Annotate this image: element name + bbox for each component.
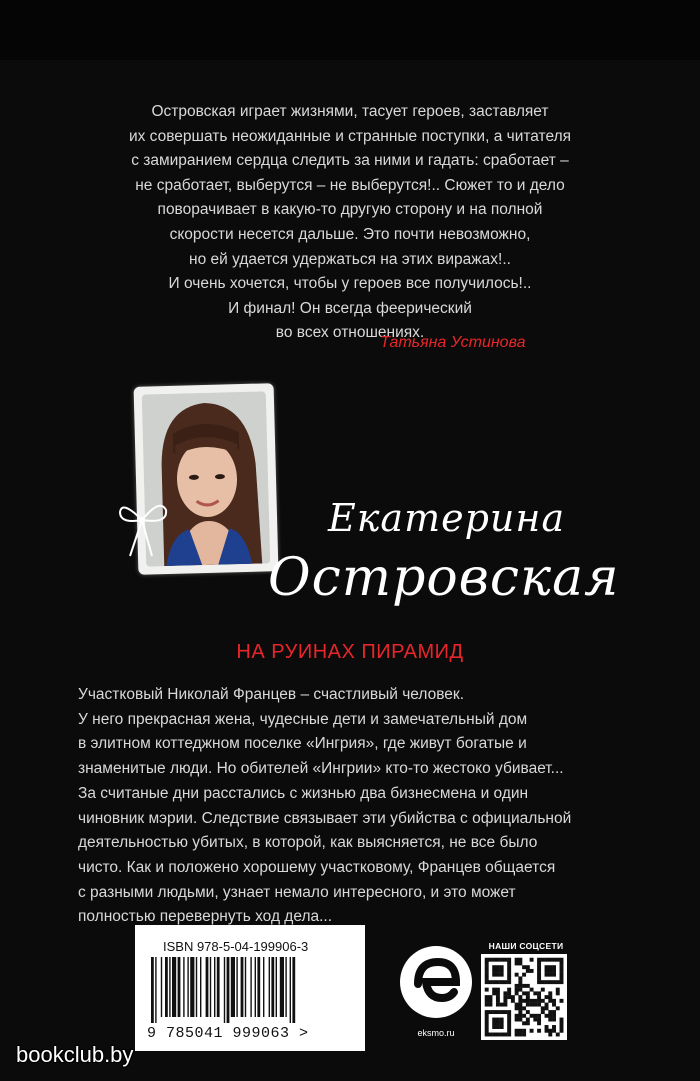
qr-module [488, 1003, 492, 1007]
barcode-bar [280, 957, 284, 1017]
qr-module [548, 973, 552, 977]
qr-module [511, 999, 515, 1003]
eksmo-logo-icon [398, 944, 474, 1020]
qr-module [545, 1029, 549, 1033]
barcode-bar [236, 957, 237, 1017]
qr-module [560, 965, 564, 969]
quote-line: их совершать неожиданные и странные поступки, а читателя [128, 127, 572, 145]
qr-module [537, 976, 541, 980]
barcode-bar [196, 957, 197, 1017]
qr-module [530, 1014, 534, 1018]
qr-module [552, 980, 556, 984]
qr-module [560, 999, 564, 1003]
qr-module [496, 995, 500, 999]
qr-module [503, 991, 507, 995]
qr-module [485, 961, 489, 965]
qr-module [488, 995, 492, 999]
qr-module [507, 1021, 511, 1025]
barcode-bar [250, 957, 251, 1017]
qr-module [515, 1018, 519, 1022]
qr-module [560, 1018, 564, 1022]
qr-module [522, 991, 526, 995]
qr-module [503, 1003, 507, 1007]
qr-module [500, 980, 504, 984]
barcode-bar [214, 957, 215, 1017]
barcode-bar [224, 957, 225, 1023]
qr-module [530, 988, 534, 992]
watermark: bookclub.by [16, 1042, 134, 1067]
qr-module [548, 969, 552, 973]
barcode-bar [241, 957, 244, 1017]
qr-module [560, 976, 564, 980]
qr-module [485, 976, 489, 980]
qr-module [552, 1025, 556, 1029]
qr-module [488, 1010, 492, 1014]
qr-module [518, 1018, 522, 1022]
qr-module [485, 965, 489, 969]
qr-module [485, 1029, 489, 1033]
qr-module [522, 965, 526, 969]
qr-module [518, 999, 522, 1003]
qr-module [522, 999, 526, 1003]
qr-module [556, 988, 560, 992]
qr-module [518, 984, 522, 988]
qr-module [522, 1021, 526, 1025]
qr-module [492, 988, 496, 992]
qr-code [481, 954, 567, 1040]
qr-module [560, 980, 564, 984]
qr-module [507, 980, 511, 984]
qr-module [485, 988, 489, 992]
qr-module [530, 969, 534, 973]
qr-module [537, 973, 541, 977]
qr-module [488, 958, 492, 962]
qr-module [560, 973, 564, 977]
qr-module [548, 958, 552, 962]
qr-module [515, 1003, 519, 1007]
barcode-bar [200, 957, 201, 1017]
qr-module [548, 999, 552, 1003]
barcode-bar [245, 957, 246, 1017]
qr-module [560, 1029, 564, 1033]
qr-module [537, 991, 541, 995]
qr-module [492, 991, 496, 995]
publisher-site: eksmo.ru [417, 1028, 455, 1038]
qr-module [492, 980, 496, 984]
qr-module [500, 1018, 504, 1022]
barcode-bar [151, 957, 154, 1023]
qr-module [507, 991, 511, 995]
qr-module [537, 1029, 541, 1033]
qr-module [526, 991, 530, 995]
qr-module [507, 995, 511, 999]
qr-module [507, 969, 511, 973]
qr-module [515, 1014, 519, 1018]
qr-module [537, 969, 541, 973]
qr-module [492, 1018, 496, 1022]
qr-module [533, 1003, 537, 1007]
annotation-line: в элитном коттеджном поселке «Ингрия», где живут богатые и [78, 735, 527, 753]
qr-module [500, 965, 504, 969]
qr-module [503, 995, 507, 999]
qr-module [548, 965, 552, 969]
quote-line: И очень хочется, чтобы у героев все получилось!.. [168, 275, 532, 293]
qr-module [515, 988, 519, 992]
qr-module [522, 1029, 526, 1033]
qr-module [526, 969, 530, 973]
barcode-bar [183, 957, 184, 1017]
qr-module [560, 969, 564, 973]
annotation-line: чисто. Как и положено хорошему участковому, Францев общается [78, 858, 556, 876]
qr-module [548, 995, 552, 999]
social-label: НАШИ СОЦСЕТИ [488, 941, 564, 951]
qr-module [496, 999, 500, 1003]
qr-module [488, 980, 492, 984]
qr-module [560, 1025, 564, 1029]
qr-module [533, 991, 537, 995]
quote-line: но ей удается удержаться на этих виражах!.. [189, 250, 511, 268]
qr-module [496, 969, 500, 973]
qr-module [552, 958, 556, 962]
qr-module [552, 1018, 556, 1022]
qr-module [507, 976, 511, 980]
qr-module [515, 1033, 519, 1037]
qr-module [537, 980, 541, 984]
qr-module [518, 995, 522, 999]
qr-module [485, 995, 489, 999]
qr-module [500, 1021, 504, 1025]
barcode-bar [227, 957, 230, 1023]
barcode-bar [187, 957, 188, 1017]
qr-module [515, 961, 519, 965]
annotation-line: с разными людьми, узнает немало интересного, и это может [78, 883, 516, 901]
qr-module [526, 984, 530, 988]
qr-module [485, 980, 489, 984]
quote-line: И финал! Он всегда феерический [228, 299, 472, 317]
qr-module [537, 995, 541, 999]
qr-module [496, 1010, 500, 1014]
qr-module [518, 976, 522, 980]
qr-module [560, 961, 564, 965]
qr-module [507, 973, 511, 977]
qr-module [485, 958, 489, 962]
qr-module [485, 1021, 489, 1025]
qr-module [515, 1006, 519, 1010]
quote-block [70, 100, 630, 346]
annotation-line: чиновник мэрии. Следствие связывает эти убийства с официальной [78, 809, 572, 827]
qr-module [556, 1033, 560, 1037]
barcode-bar [161, 957, 162, 1017]
qr-module [537, 999, 541, 1003]
qr-module [526, 1021, 530, 1025]
barcode-bar [271, 957, 274, 1017]
qr-module [507, 1025, 511, 1029]
qr-module [530, 1003, 534, 1007]
qr-module [548, 1029, 552, 1033]
annotation-block [78, 683, 638, 930]
qr-module [518, 1003, 522, 1007]
qr-module [515, 984, 519, 988]
qr-module [548, 1018, 552, 1022]
qr-module [518, 1033, 522, 1037]
qr-module [485, 1025, 489, 1029]
barcode-bar [155, 957, 156, 1023]
qr-module [530, 999, 534, 1003]
book-title: НА РУИНАХ ПИРАМИД [236, 641, 464, 663]
qr-module [518, 961, 522, 965]
qr-module [500, 969, 504, 973]
qr-module [500, 1010, 504, 1014]
qr-module [515, 973, 519, 977]
qr-module [545, 973, 549, 977]
qr-module [492, 1025, 496, 1029]
qr-module [556, 991, 560, 995]
qr-module [518, 958, 522, 962]
qr-module [515, 1029, 519, 1033]
qr-module [507, 958, 511, 962]
qr-module [530, 958, 534, 962]
barcode-bar [276, 957, 277, 1017]
qr-module [507, 1014, 511, 1018]
qr-module [537, 961, 541, 965]
qr-module [500, 1025, 504, 1029]
qr-module [496, 1018, 500, 1022]
qr-module [496, 1033, 500, 1037]
qr-module [507, 988, 511, 992]
qr-module [526, 1010, 530, 1014]
qr-module [541, 980, 545, 984]
qr-module [522, 1033, 526, 1037]
qr-module [507, 965, 511, 969]
annotation-line: знаменитые люди. Но обителей «Ингрии» кто-то жестоко убивает... [78, 760, 564, 778]
qr-module [545, 1003, 549, 1007]
qr-module [522, 973, 526, 977]
qr-module [496, 991, 500, 995]
qr-module [545, 1025, 549, 1029]
quote-line: с замиранием сердца следить за ними и гадать: сработает – [131, 152, 569, 170]
qr-module [518, 1010, 522, 1014]
qr-module [537, 965, 541, 969]
qr-module [500, 973, 504, 977]
qr-module [507, 961, 511, 965]
qr-module [496, 988, 500, 992]
ribbon-bow-icon [112, 490, 172, 560]
barcode-bar [290, 957, 291, 1023]
qr-module [488, 1033, 492, 1037]
qr-module [500, 1033, 504, 1037]
qr-module [485, 1010, 489, 1014]
qr-module [545, 980, 549, 984]
quote-author: Татьяна Устинова [380, 334, 526, 351]
qr-module [500, 958, 504, 962]
barcode-bar [165, 957, 168, 1017]
qr-module [537, 1003, 541, 1007]
quote-line: поворачивает в какую-то другую сторону и на полной [157, 201, 543, 219]
qr-module [507, 1029, 511, 1033]
qr-module [503, 1033, 507, 1037]
qr-module [556, 980, 560, 984]
qr-module [533, 999, 537, 1003]
qr-module [507, 1018, 511, 1022]
qr-module [552, 1003, 556, 1007]
barcode-bars [147, 957, 353, 1023]
qr-module [515, 991, 519, 995]
barcode-bar [178, 957, 181, 1017]
qr-module [556, 958, 560, 962]
qr-module [533, 1014, 537, 1018]
barcode-bar [292, 957, 295, 1023]
qr-module [492, 1010, 496, 1014]
author-first-name: Екатерина [328, 496, 566, 540]
qr-module [492, 965, 496, 969]
annotation-line: Участковый Николай Францев – счастливый человек. [78, 686, 465, 703]
qr-module [545, 995, 549, 999]
qr-module [526, 1003, 530, 1007]
qr-module [541, 999, 545, 1003]
qr-module [518, 988, 522, 992]
barcode-bar [169, 957, 170, 1017]
qr-module [496, 965, 500, 969]
barcode-bar [190, 957, 194, 1017]
qr-module [496, 958, 500, 962]
qr-module [503, 980, 507, 984]
barcode-bar [206, 957, 209, 1017]
barcode-bar [231, 957, 235, 1017]
qr-module [552, 1029, 556, 1033]
barcode-bar [285, 957, 286, 1017]
qr-module [522, 1006, 526, 1010]
barcode-bar [269, 957, 270, 1017]
qr-module [485, 1003, 489, 1007]
qr-module [545, 965, 549, 969]
qr-module [548, 980, 552, 984]
qr-module [488, 999, 492, 1003]
qr-module [496, 1021, 500, 1025]
barcode-bar [255, 957, 256, 1017]
qr-module [507, 1010, 511, 1014]
barcode-bar [172, 957, 176, 1017]
qr-module [545, 1014, 549, 1018]
qr-module [522, 984, 526, 988]
qr-module [518, 1014, 522, 1018]
qr-module [522, 1014, 526, 1018]
qr-module [503, 999, 507, 1003]
qr-module [496, 1025, 500, 1029]
qr-module [541, 988, 545, 992]
qr-module [511, 995, 515, 999]
barcode-bar [217, 957, 220, 1017]
qr-module [492, 973, 496, 977]
qr-module [492, 1033, 496, 1037]
qr-module [560, 958, 564, 962]
qr-module [556, 1006, 560, 1010]
qr-module [485, 1018, 489, 1022]
annotation-line: полностью перевернуть ход дела... [78, 908, 333, 926]
qr-module [485, 1014, 489, 1018]
quote-line: Островская играет жизнями, тасует героев, заставляет [151, 103, 549, 120]
qr-module [503, 1010, 507, 1014]
qr-module [485, 969, 489, 973]
qr-module [541, 958, 545, 962]
qr-module [496, 980, 500, 984]
quote-line: во всех отношениях. [275, 324, 425, 342]
qr-module [552, 969, 556, 973]
qr-module [552, 999, 556, 1003]
qr-module [548, 991, 552, 995]
qr-module [541, 1006, 545, 1010]
quote-line: скорости несется дальше. Это почти невозможно, [169, 225, 531, 243]
qr-module [526, 965, 530, 969]
qr-module [518, 1029, 522, 1033]
qr-module [552, 965, 556, 969]
qr-module [533, 1018, 537, 1022]
qr-module [545, 1006, 549, 1010]
qr-module [541, 1010, 545, 1014]
qr-module [485, 1033, 489, 1037]
annotation-line: У него прекрасная жена, чудесные дети и замечательный дом [78, 710, 528, 728]
qr-module [548, 1014, 552, 1018]
barcode-panel [135, 925, 365, 1051]
qr-module [526, 995, 530, 999]
qr-module [500, 1003, 504, 1007]
qr-module [485, 999, 489, 1003]
qr-module [496, 973, 500, 977]
quote-line: не сработает, выберутся – не выберутся!.. Сюжет то и дело [135, 176, 565, 194]
qr-module [496, 1003, 500, 1007]
qr-module [526, 999, 530, 1003]
qr-module [548, 1033, 552, 1037]
barcode-bar [263, 957, 264, 1017]
qr-module [545, 958, 549, 962]
qr-module [492, 958, 496, 962]
barcode-digits: 9 785041 999063 > [147, 1025, 309, 1042]
qr-module [537, 958, 541, 962]
qr-module [518, 980, 522, 984]
author-last-name: Островская [268, 548, 620, 608]
qr-module [507, 1033, 511, 1037]
qr-module [515, 958, 519, 962]
annotation-line: деятельностью убитых, в которой, как выясняется, не все было [78, 834, 538, 852]
qr-module [537, 1018, 541, 1022]
qr-module [537, 1014, 541, 1018]
qr-module [552, 1010, 556, 1014]
qr-module [560, 1021, 564, 1025]
qr-module [530, 1029, 534, 1033]
qr-module [485, 973, 489, 977]
barcode-bar [210, 957, 211, 1017]
qr-module [492, 969, 496, 973]
barcode-bar [257, 957, 260, 1017]
qr-module [548, 1010, 552, 1014]
qr-module [552, 1014, 556, 1018]
annotation-line: За считаные дни расстались с жизнью два бизнесмена и один [78, 784, 529, 802]
qr-module [526, 1018, 530, 1022]
qr-module [492, 1021, 496, 1025]
qr-module [518, 1006, 522, 1010]
qr-module [545, 969, 549, 973]
qr-module [537, 1021, 541, 1025]
qr-module [503, 958, 507, 962]
isbn-text: ISBN 978-5-04-199906-3 [163, 939, 309, 954]
qr-module [552, 973, 556, 977]
